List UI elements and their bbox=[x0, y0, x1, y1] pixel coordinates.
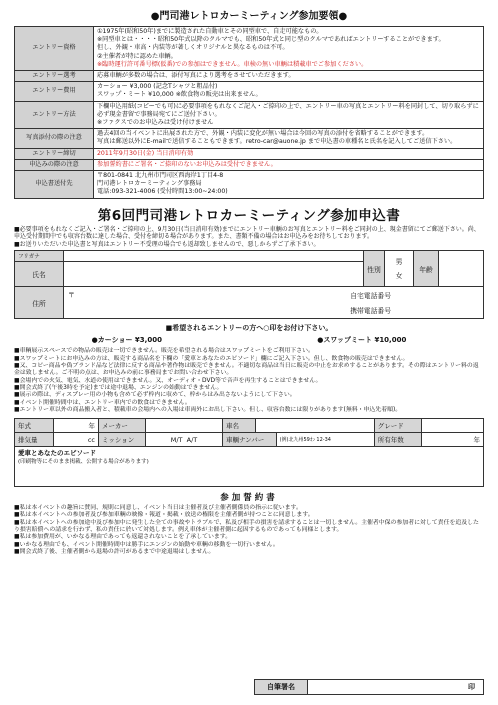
requirement-line: 応募車輌が多数の場合は、添付写真により選考をさせていただきます。 bbox=[97, 72, 295, 80]
entry-rule: ■会場内での火気、電気、水道の使用はできません。又、オーディオ・DVD等で音声を再生することはできません。 bbox=[14, 377, 322, 384]
grade-label: グレード bbox=[374, 419, 421, 433]
entry-rules bbox=[14, 348, 484, 414]
cc-unit: cc bbox=[87, 435, 95, 444]
entry-options bbox=[14, 335, 484, 345]
entry-rule: ■エントリー車以外の商品搬入者と、積載車の会場内への入場は車両外にお出し下さい。但し、収容台数には限りがあります(無料・申込先着順)。 bbox=[14, 406, 402, 413]
requirement-warning: ※臨時運行許可番号標(仮番)での参加はできません。車検の無い車輌は積載車でご参加ください。 bbox=[97, 60, 368, 68]
requirement-line: 但し、外観・車高・内装等が著しくオリジナルと異なるものは不可。 bbox=[97, 44, 289, 52]
furigana-field[interactable] bbox=[64, 251, 364, 262]
entry-rule: ■スワップミートにお申込みの方は、販売する商品名を下欄の「愛車とあなたのエピソード」欄にご記入下さい。但し、飲食物の販売はできません。 bbox=[14, 355, 409, 362]
requirement-row bbox=[15, 148, 484, 159]
address-label: 住所 bbox=[15, 287, 64, 319]
year-unit: 年 bbox=[88, 422, 95, 431]
swap-meet-option[interactable]: ●スワップミート ¥10,000 bbox=[317, 336, 407, 345]
applicant-table bbox=[14, 250, 484, 319]
year-field[interactable] bbox=[54, 419, 99, 433]
home-phone-label: 自宅電話番号 bbox=[350, 292, 391, 301]
requirement-value bbox=[94, 159, 484, 170]
entry-rule: ■又、コピー商品や偽ブランド品など法律に反する商品や著作物は販売できません。不適切な商品は当日に販売の中止をお求めすることがあります。その際はエントリー料の返金は致しません。ご不明の点は、お申込みの前に事務局までお問い合わせ下さい。 bbox=[14, 363, 479, 377]
vehicle-table bbox=[14, 418, 484, 487]
signature-box bbox=[254, 679, 484, 695]
pledge-list bbox=[14, 505, 484, 556]
entry-rule: ■車輌展示スペースでの物品の販売は一切できません。販売を希望される場合はスワップミートをご利用下さい。 bbox=[14, 348, 314, 355]
requirements-table bbox=[14, 26, 484, 199]
gender-label: 性別 bbox=[364, 251, 385, 287]
form-title: 第6回門司港レトロカーミーティング参加申込書 bbox=[97, 207, 401, 224]
requirement-line: スワップ・ミート ¥10,000 ※飲食物の販売は出来ません。 bbox=[97, 91, 262, 99]
name-field[interactable] bbox=[64, 262, 364, 287]
years-owned-label: 所有年数 bbox=[374, 433, 421, 447]
entry-rule: ■展示の際は、ディスプレー用の小物も含めて必ず枠内に収めて、枠からはみ出さないようにして下さい。 bbox=[14, 392, 296, 399]
requirement-label: エントリー締切 bbox=[15, 148, 94, 159]
entry-rule: ■イベント開催時間中は、エントリー車内での飲食はできません。 bbox=[14, 399, 191, 406]
requirement-line: カーショー ¥3,000 (記念Tシャツと粗品付) bbox=[97, 83, 218, 91]
requirement-label: エントリー資格 bbox=[15, 27, 94, 71]
requirements-title: ●門司港レトロカーミーティング参加要領● bbox=[150, 11, 348, 22]
requirement-line: 門司港レトロカーミーティング事務局 bbox=[97, 180, 202, 188]
mission-label: ミッション bbox=[99, 433, 146, 447]
entry-heading: ■希望されるエントリーの方へ○印をお付け下さい。 bbox=[165, 324, 333, 333]
maker-field[interactable] bbox=[146, 419, 223, 433]
at-option[interactable]: A/T bbox=[186, 435, 198, 444]
requirement-row bbox=[15, 171, 484, 199]
maker-label: メーカー bbox=[99, 419, 146, 433]
pledge-item: ■私は本イベントへの参加者及び参加車輌の映像・報道・掲載・放送の権限を主催者側が持つことに同意します。 bbox=[14, 512, 314, 519]
seal-mark: 印 bbox=[468, 683, 475, 691]
pledge-item: ■私は本イベントの趣旨に賛同、規則に同意し、イベント当日は主催者及び主催者側係員の指示に従います。 bbox=[14, 505, 302, 512]
mobile-phone-label: 携帯電話番号 bbox=[350, 307, 391, 316]
requirement-line: 写真は郵送以外にE-mailで送信することもできます。retro-car@auone.jp まで申込書の車種名と氏名を記入してご送信下さい。 bbox=[97, 138, 457, 146]
car-show-option[interactable]: ●カーショー ¥3,000 bbox=[91, 336, 162, 345]
requirement-warning: 2011年9月30日(金) 当日消印有効 bbox=[97, 149, 194, 157]
requirement-line: 下欄申込用紙(コピーでも可)に必要事項をもれなくご記入・ご捺印の上で、エントリー車の写真とエントリー料を同封して、切り取らずに必ず現金書留で事務局宛てにご送付下さい。 bbox=[97, 102, 479, 118]
form-note: ■必要事項をもれなくご記入・ご署名・ご捺印の上、9月30日(当日消印有効)までにエントリー車輌のお写真とエントリー料をご同封の上、現金書留にてご郵送下さい。尚、申込受付期間中でも収容台数に達した場合、受付を締切る場合があります。また、書類不備の場合はお申込みをお待ちしております。 bbox=[14, 225, 480, 241]
form-notes bbox=[14, 226, 484, 249]
requirement-value bbox=[94, 171, 484, 199]
requirement-line: 過去4回の当イベントに出展された方で、外観・内装に変化が無い場合は今回の写真の添付を省略することができます。 bbox=[97, 130, 429, 138]
plate-field[interactable] bbox=[276, 433, 374, 447]
male-option[interactable]: 男 bbox=[395, 257, 403, 266]
signature-label: 自筆署名 bbox=[255, 680, 308, 694]
years-unit: 年 bbox=[473, 436, 480, 445]
requirement-label: エントリー費用 bbox=[15, 82, 94, 101]
plate-example: (例)北九州59わ 12-34 bbox=[279, 437, 331, 444]
requirement-row bbox=[15, 27, 484, 71]
requirement-value bbox=[94, 82, 484, 101]
requirement-line: ※ファクスでのお申込みは受け付けません bbox=[97, 119, 214, 127]
grade-field[interactable] bbox=[421, 419, 483, 433]
requirement-value bbox=[94, 27, 484, 71]
requirement-value bbox=[94, 129, 484, 148]
pledge-item: ■開会式終了後、主催者側から退場の許可があるまで中途退場はしません。 bbox=[14, 548, 215, 555]
requirement-line: ②主催者が特に認めた車輌。 bbox=[97, 52, 177, 60]
requirement-line: ※同型車とは・・・・昭和50年式以降のクルマでも、昭和50年式と同じ型のクルマであればエントリーすることができます。 bbox=[97, 36, 445, 44]
age-label: 年齢 bbox=[414, 251, 439, 287]
requirement-value bbox=[94, 148, 484, 159]
requirement-line: 〒801-0841 北九州市門司区西海岸1丁目4-8 bbox=[97, 172, 224, 180]
requirement-row bbox=[15, 159, 484, 170]
pledge-item: ■私は本イベントへの参加途中及び参加中に発生した全ての事故やトラブルで、私及び相手の損害を請求することは一切しません。主催者中保の参加者に対して責任を追及したり損害賠償への請求を行わず、私の責任に於いて対処します。例え車体が主催者側に起因するものであっても同様とします。 bbox=[14, 519, 479, 533]
model-field[interactable] bbox=[256, 419, 375, 433]
model-label: 車名 bbox=[223, 419, 256, 433]
requirement-value bbox=[94, 71, 484, 82]
year-label: 年式 bbox=[15, 419, 54, 433]
name-label: 氏名 bbox=[15, 262, 64, 287]
episode-label: 愛車とあなたのエピソード bbox=[18, 449, 96, 458]
displacement-label: 排気量 bbox=[15, 433, 54, 447]
requirement-label: 写真添付の際の注意 bbox=[15, 129, 94, 148]
pledge-title: 参加誓約書 bbox=[220, 493, 278, 504]
mission-field[interactable] bbox=[146, 433, 223, 447]
requirement-value bbox=[94, 101, 484, 129]
requirement-label: 申込みの際の注意 bbox=[15, 159, 94, 170]
mt-option[interactable]: M/T bbox=[170, 435, 183, 444]
plate-label: 車輌ナンバー bbox=[223, 433, 277, 447]
episode-field[interactable] bbox=[15, 447, 484, 487]
requirement-line: 電話:093-321-4006 (受付時間13:00~24:00) bbox=[97, 188, 228, 196]
furigana-label: フリガナ bbox=[15, 251, 64, 262]
pledge-item: ■私は参加費用が、いかなる理由であっても返還されないことを了承しています。 bbox=[14, 534, 232, 541]
episode-note: (印刷物等にそのまま掲載、公開する場合があります) bbox=[18, 459, 149, 466]
age-field[interactable] bbox=[439, 251, 484, 287]
requirement-row bbox=[15, 129, 484, 148]
years-owned-field[interactable] bbox=[421, 433, 483, 447]
pledge-item: ■いかなる理由でも、イベント開催時間中は勝手にエンジンの始動や車輌の移動を一切行いません。 bbox=[14, 541, 279, 548]
entry-rule: ■開会式終了(午後3時を予定)までは途中退場、エンジンの始動はできません。 bbox=[14, 384, 223, 391]
displacement-field[interactable] bbox=[54, 433, 99, 447]
requirement-row bbox=[15, 82, 484, 101]
gender-field[interactable] bbox=[385, 251, 414, 287]
requirement-line: ①1975年(昭和50年)までに製造された自動車とその同型車で、自走可能なもの。 bbox=[97, 28, 323, 35]
requirement-warning: 参加誓約書にご署名・ご捺印のないお申込みは受付できません。 bbox=[97, 160, 277, 168]
requirement-label: 申込書送付先 bbox=[15, 171, 94, 199]
form-note: ■お送りいただいた申込書と写真はエントリー不受理の場合でも返却致しませんので、悪しからずご了承下さい。 bbox=[14, 240, 320, 248]
postal-mark: 〒 bbox=[68, 291, 75, 300]
requirement-label: エントリー選考 bbox=[15, 71, 94, 82]
female-option[interactable]: 女 bbox=[395, 271, 403, 280]
requirement-row bbox=[15, 101, 484, 129]
requirement-row bbox=[15, 71, 484, 82]
address-field[interactable] bbox=[64, 287, 484, 319]
requirement-label: エントリー方法 bbox=[15, 101, 94, 129]
